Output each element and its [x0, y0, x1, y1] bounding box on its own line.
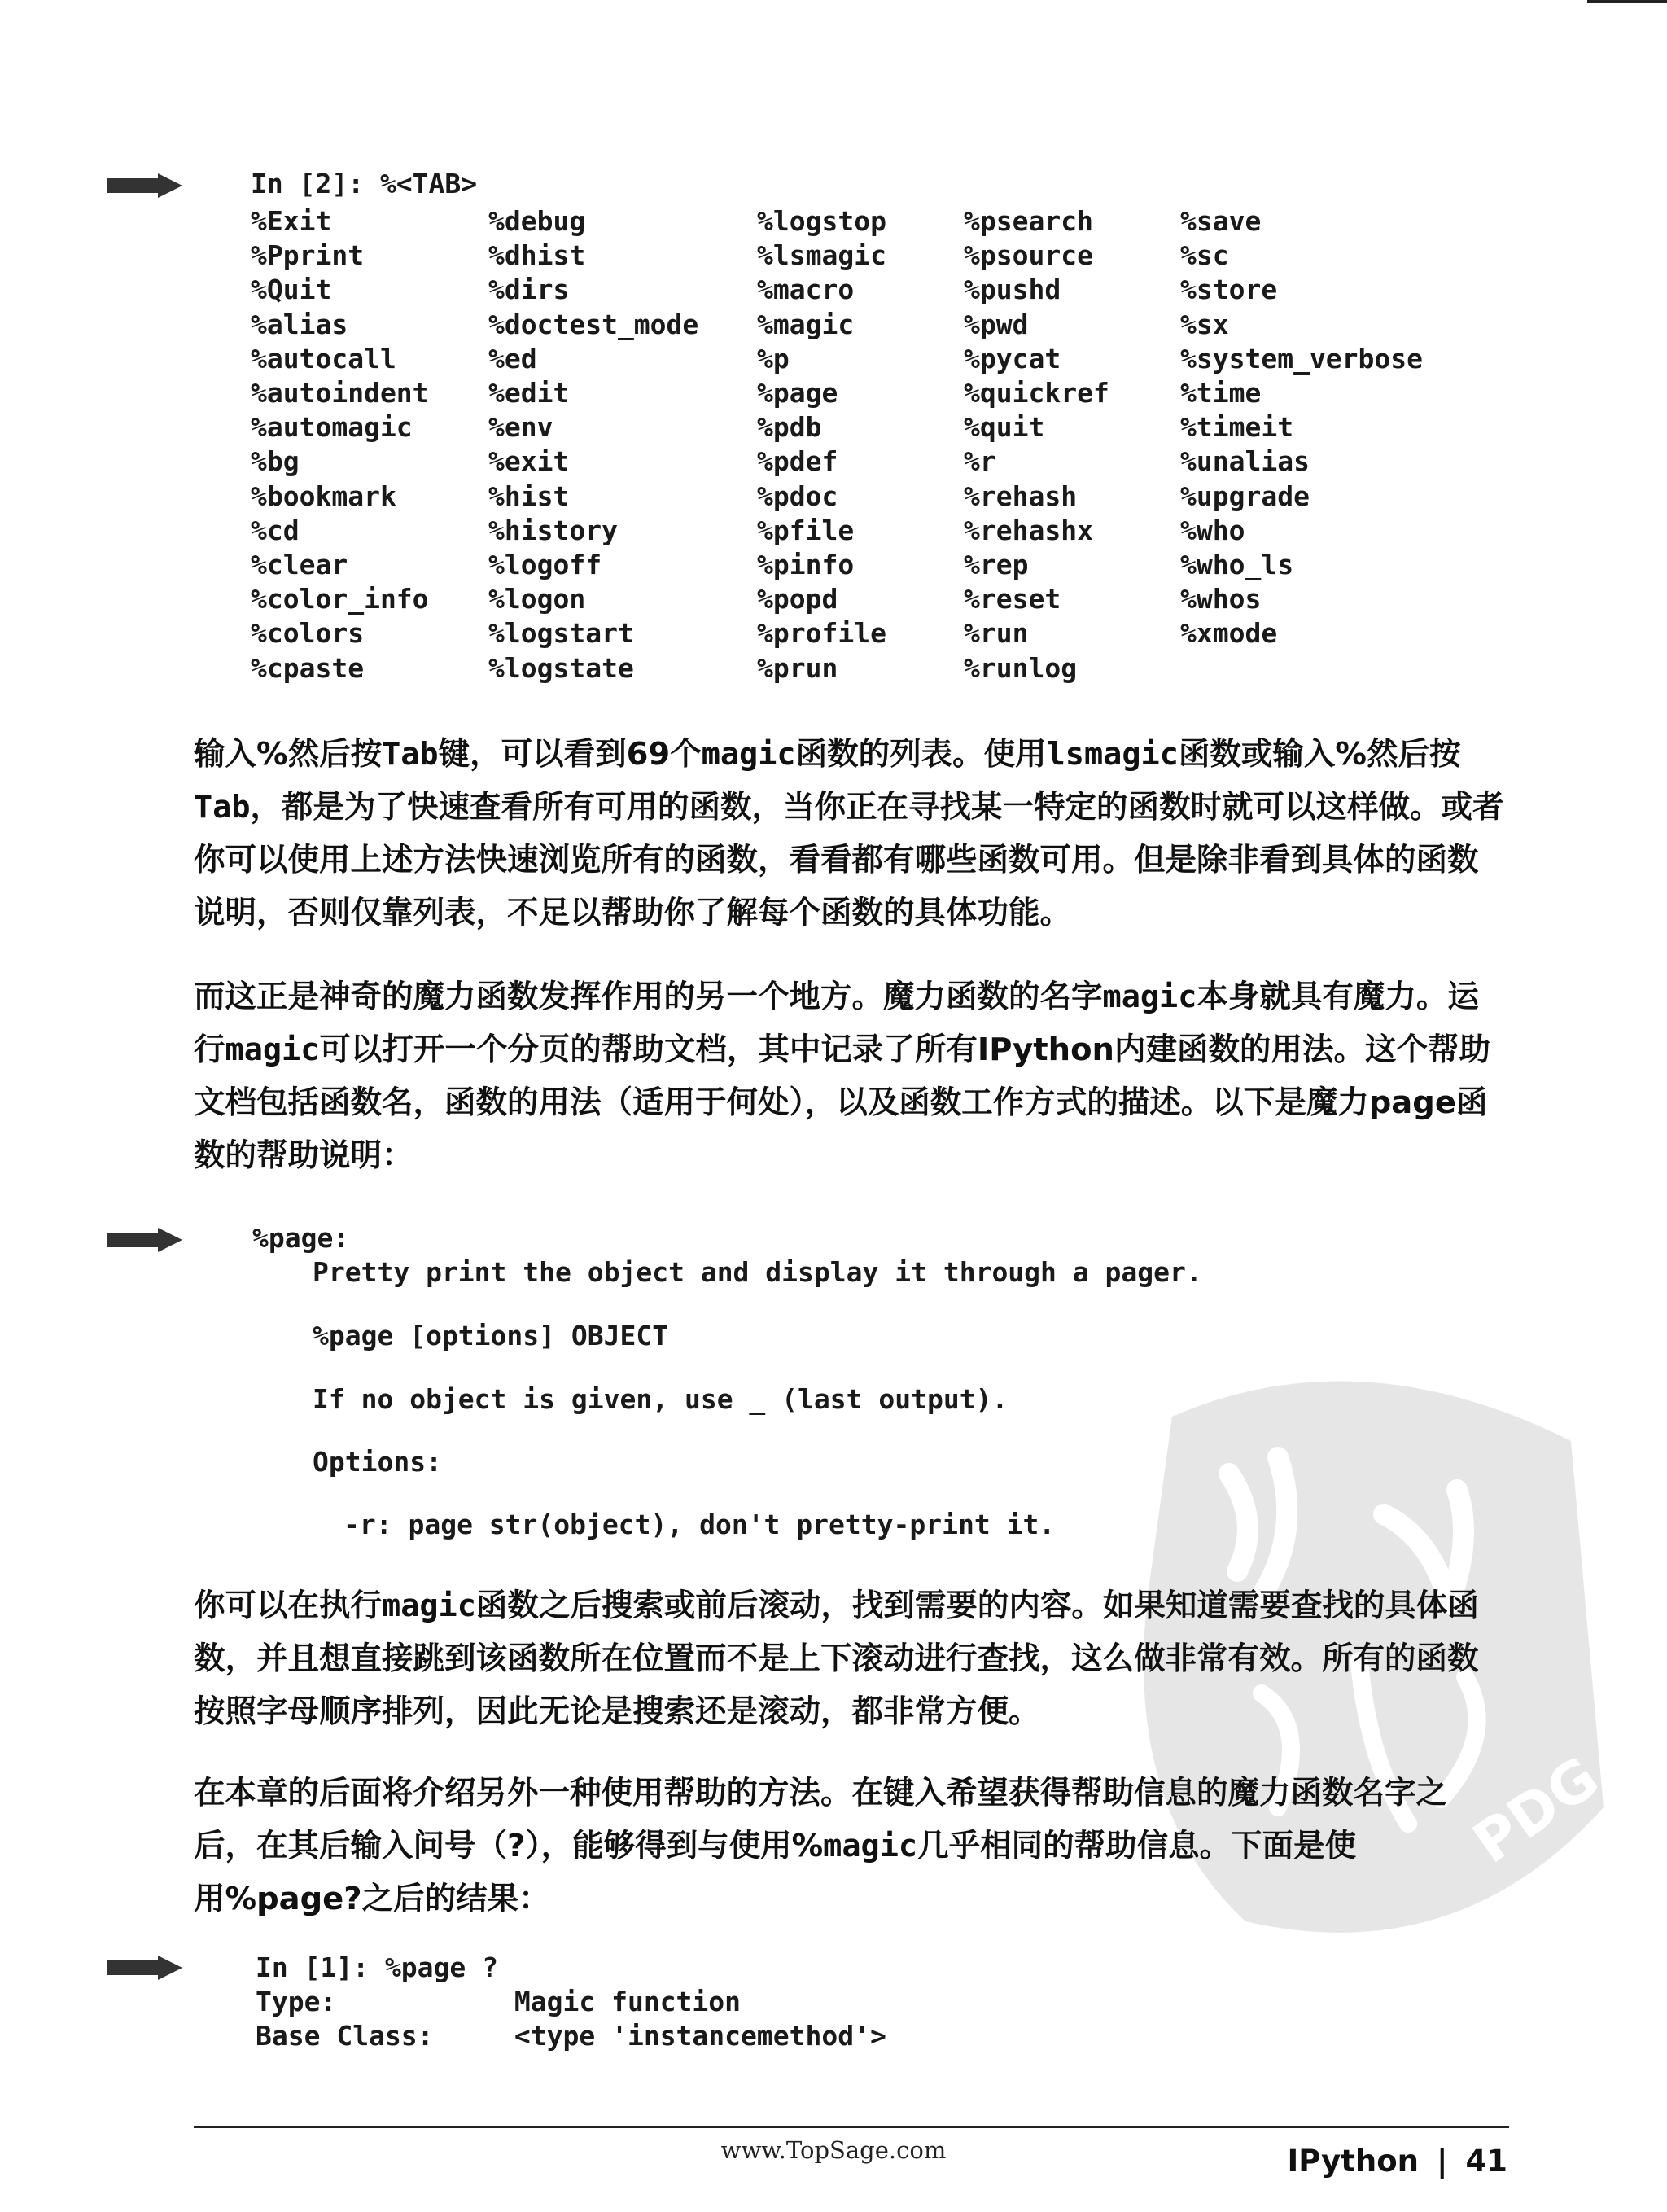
magic-function-name: %logstop — [757, 205, 886, 237]
code-line: Type: Magic function — [256, 1986, 742, 2017]
magic-function-name: %pushd — [964, 274, 1061, 306]
code-line: %page: — [252, 1222, 350, 1254]
magic-function-name: %logstart — [488, 617, 634, 650]
magic-function-name: %prun — [757, 651, 838, 684]
magic-function-name: %upgrade — [1180, 480, 1310, 512]
svg-text:PDG: PDG — [1461, 1743, 1611, 1877]
magic-function-name: %Exit — [251, 205, 332, 237]
magic-function-name: %pdb — [757, 411, 822, 444]
magic-function-name: %page — [757, 377, 838, 410]
book-title: IPython — [1287, 2144, 1419, 2179]
magic-function-name: %logstate — [488, 651, 634, 684]
magic-function-name: %hist — [488, 480, 570, 512]
magic-function-name: %color_info — [251, 583, 429, 615]
magic-function-name: %pdef — [757, 445, 838, 478]
magic-function-name: %rep — [964, 549, 1029, 581]
magic-column — [1180, 204, 1424, 686]
magic-function-name: %whos — [1180, 583, 1262, 615]
magic-function-name: %store — [1180, 274, 1278, 306]
magic-function-name: %run — [964, 617, 1029, 650]
magic-column — [964, 204, 1180, 686]
magic-column — [757, 204, 964, 686]
magic-function-name: %pwd — [964, 308, 1029, 340]
magic-function-name: %Pprint — [251, 239, 365, 272]
magic-function-name: %logon — [488, 583, 586, 615]
paragraph-2: 而这正是神奇的魔力函数发挥作用的另一个地方。魔力函数的名字magic本身就具有魔力。运行magic可以打开一个分页的帮助文档，其中记录了所有IPython内建函数的用法。这个帮助文档包括函数名，函数的用法（适用于何处），以及函数工作方式的描述。以下是魔力page函数的帮助说明： — [194, 979, 1490, 1174]
magic-function-name: %colors — [251, 617, 365, 650]
corner-mark — [1587, 0, 1667, 3]
magic-function-name: %unalias — [1180, 445, 1310, 478]
magic-column — [251, 204, 488, 686]
magic-function-name: %ed — [488, 342, 537, 375]
code-line: Pretty print the object and display it through a pager. — [313, 1256, 1202, 1288]
magic-function-name: %cd — [251, 514, 300, 546]
code-line: -r: page str(object), don't pretty-print it. — [343, 1509, 1056, 1540]
magic-function-name: %magic — [757, 308, 855, 340]
magic-function-name: %history — [488, 514, 618, 546]
magic-function-name: %pinfo — [757, 549, 855, 581]
magic-function-name: %runlog — [964, 651, 1078, 684]
magic-function-name: %who_ls — [1180, 549, 1294, 581]
magic-function-name: %timeit — [1180, 411, 1294, 444]
paragraph-1: 输入%然后按Tab键，可以看到69个magic函数的列表。使用lsmagic函数或输入%然后按Tab，都是为了快速查看所有可用的函数，当你正在寻找某一特定的函数时就可以这样做。或者你可以使用上述方法快速浏览所有的函数，看看都有哪些函数可用。但是除非看到具体的函数说明，否则仅靠列表，不足以帮助你了解每个函数的具体功能。 — [194, 736, 1504, 931]
code-line: Options: — [313, 1446, 442, 1478]
magic-function-name: %save — [1180, 205, 1262, 237]
code-marker-arrow-icon — [107, 1956, 182, 1980]
magic-function-name: %pdoc — [757, 480, 838, 512]
magic-function-name: %bookmark — [251, 480, 396, 512]
magic-function-name: %system_verbose — [1180, 342, 1424, 375]
magic-column — [488, 204, 757, 686]
magic-function-name: %dhist — [488, 239, 586, 272]
magic-function-name: %reset — [964, 583, 1061, 615]
code-line: Base Class: <type 'instancemethod'> — [256, 2020, 886, 2052]
magic-function-name: %time — [1180, 377, 1262, 410]
magic-function-list — [251, 204, 1424, 686]
code-line: %page [options] OBJECT — [313, 1320, 669, 1351]
magic-function-name: %who — [1180, 514, 1245, 546]
magic-function-name: %bg — [251, 445, 300, 478]
magic-function-name: %autocall — [251, 342, 396, 375]
code-marker-arrow-icon — [107, 1228, 182, 1252]
magic-function-name: %autoindent — [251, 377, 429, 410]
magic-function-name: %env — [488, 411, 553, 444]
magic-function-name: %macro — [757, 274, 855, 306]
magic-function-name: %r — [964, 445, 996, 478]
magic-function-name: %pycat — [964, 342, 1061, 375]
magic-function-name: %quickref — [964, 377, 1109, 410]
magic-function-name: %popd — [757, 583, 838, 615]
magic-function-name: %rehashx — [964, 514, 1093, 546]
magic-function-name: %xmode — [1180, 617, 1278, 650]
magic-function-name: %cpaste — [251, 651, 365, 684]
magic-function-name: %edit — [488, 377, 570, 410]
magic-function-name: %exit — [488, 445, 570, 478]
code-line: In [1]: %page ? — [256, 1951, 499, 1983]
magic-function-name: %alias — [251, 308, 348, 340]
paragraph-4: 在本章的后面将介绍另外一种使用帮助的方法。在键入希望获得帮助信息的魔力函数名字之后，在其后输入问号（?），能够得到与使用%magic几乎相同的帮助信息。下面是使用%page?之后的结果： — [194, 1775, 1448, 1917]
magic-function-name: %psource — [964, 239, 1093, 272]
footer-separator: | — [1436, 2144, 1448, 2179]
magic-function-name: %dirs — [488, 274, 570, 306]
paragraph-3: 你可以在执行magic函数之后搜索或前后滚动，找到需要的内容。如果知道需要查找的具体函数，并且想直接跳到该函数所在位置而不是上下滚动进行查找，这么做非常有效。所有的函数按照字母顺序排列，因此无论是搜索还是滚动，都非常方便。 — [194, 1588, 1479, 1730]
code-prompt-tab: In [2]: %<TAB> — [251, 168, 478, 199]
footer-url: www.TopSage.com — [720, 2136, 947, 2164]
magic-function-name: %p — [757, 342, 790, 375]
magic-function-name: %doctest_mode — [488, 308, 699, 340]
magic-function-name: %sc — [1180, 239, 1229, 272]
magic-function-name: %automagic — [251, 411, 413, 444]
running-footer — [1288, 2144, 1508, 2179]
magic-function-name: %quit — [964, 411, 1045, 444]
magic-function-name: %Quit — [251, 274, 332, 306]
magic-function-name: %debug — [488, 205, 586, 237]
magic-function-name: %profile — [757, 617, 886, 650]
magic-function-name: %sx — [1180, 308, 1229, 340]
code-marker-arrow-icon — [107, 173, 182, 198]
footer-rule — [194, 2126, 1509, 2128]
magic-function-name: %lsmagic — [757, 239, 886, 272]
magic-function-name: %clear — [251, 549, 348, 581]
page-number: 41 — [1465, 2144, 1507, 2179]
magic-function-name: %pfile — [757, 514, 855, 546]
magic-function-name: %psearch — [964, 205, 1093, 237]
code-line: If no object is given, use _ (last output). — [313, 1383, 1009, 1415]
magic-function-name: %logoff — [488, 549, 602, 581]
magic-function-name: %rehash — [964, 480, 1078, 512]
